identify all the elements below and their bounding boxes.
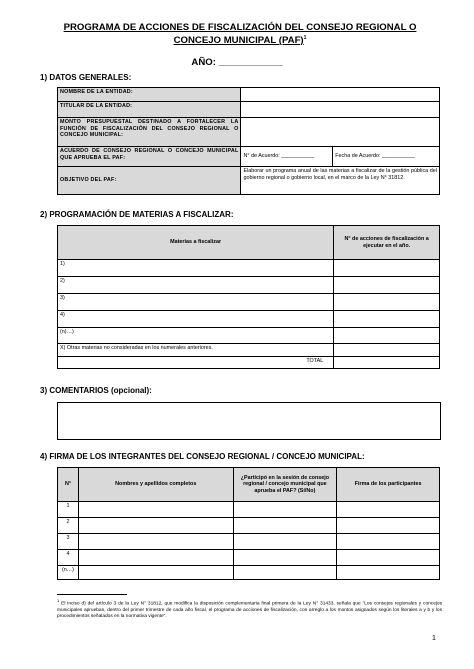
- topic-count-field[interactable]: [334, 311, 440, 328]
- table-row: [58, 566, 440, 580]
- topics-table: [57, 225, 440, 369]
- table-row: [58, 328, 440, 344]
- agreement-date-field[interactable]: Fecha de Acuerdo: ___________: [333, 147, 440, 167]
- participated-field[interactable]: [233, 518, 337, 534]
- table-row: [58, 118, 440, 147]
- agreement-label: ACUERDO DE CONSEJO REGIONAL O CONCEJO MUNICIPAL QUE APRUEBA EL PAF:: [58, 147, 241, 167]
- objective-label: OBJETIVO DEL PAF:: [58, 167, 241, 195]
- objective-text: Elaborar un programa anual de las materias a fiscalizar de la gestión pública del gobierno regional o gobierno local, en el marco de la Ley N° 31812.: [241, 167, 440, 195]
- row-number: 4: [58, 550, 79, 566]
- full-name-header: Nombres y apellidos completos: [78, 468, 233, 502]
- footnote-number: 1: [57, 598, 60, 603]
- comments-box[interactable]: [57, 402, 441, 440]
- table-row: [58, 550, 440, 566]
- table-row: [58, 147, 440, 167]
- participated-header: ¿Participó en la sesión de consejo regional / concejo municipal que aprueba el PAF? (Sí/No): [233, 468, 337, 502]
- signatures-table: [57, 467, 440, 580]
- name-field[interactable]: [78, 550, 233, 566]
- topic-item-label[interactable]: (n)…): [58, 328, 334, 344]
- table-row: [58, 357, 440, 369]
- row-number: (n…): [58, 566, 79, 580]
- table-row: [58, 518, 440, 534]
- document-title: [40, 22, 440, 46]
- name-field[interactable]: [78, 518, 233, 534]
- table-row: [58, 88, 440, 102]
- table-row: [58, 102, 440, 118]
- section3-heading: 3) COMENTARIOS (opcional):: [40, 386, 152, 395]
- topic-count-field[interactable]: [334, 260, 440, 277]
- title-line2: CONCEJO MUNICIPAL (PAF): [173, 35, 304, 47]
- topic-count-field[interactable]: [334, 294, 440, 311]
- title-line1: PROGRAMA DE ACCIONES DE FISCALIZACIÓN DEL CONSEJO REGIONAL O: [63, 22, 417, 33]
- signature-field[interactable]: [337, 502, 440, 518]
- topics-header: Materias a fiscalizar: [58, 226, 334, 260]
- number-header: N°: [58, 468, 79, 502]
- total-label: TOTAL: [58, 357, 334, 369]
- footnote: [57, 598, 442, 620]
- topic-item-label[interactable]: 3): [58, 294, 334, 311]
- year-label: AÑO: ____________: [191, 57, 283, 68]
- general-data-table: [57, 87, 440, 195]
- footnote-divider: [57, 594, 127, 595]
- section1-heading: 1) DATOS GENERALES:: [40, 73, 132, 82]
- name-field[interactable]: [78, 534, 233, 550]
- table-row: [58, 344, 440, 357]
- section4-heading: 4) FIRMA DE LOS INTEGRANTES DEL CONSEJO REGIONAL / CONCEJO MUNICIPAL:: [40, 452, 365, 461]
- entity-head-label: TITULAR DE LA ENTIDAD:: [58, 102, 241, 118]
- entity-name-label: NOMBRE DE LA ENTIDAD:: [58, 88, 241, 102]
- participated-field[interactable]: [233, 550, 337, 566]
- signature-field[interactable]: [337, 518, 440, 534]
- budget-field[interactable]: [241, 118, 440, 147]
- participated-field[interactable]: [233, 534, 337, 550]
- other-topics-count-field[interactable]: [334, 344, 440, 357]
- footnote-text: El inciso d) del artículo 3 de la Ley N° 31812, que modifica la disposición complementaria final primera de la Ley N° 31433, señala que "Los consejos regionales y concejos municipales aprueban, dentro del primer trimestre de cada año fiscal, el programa de acciones de fiscalización, con arreglo a los montos asignados según los literales a y b y los procedimientos señalados en la normativa vigente".: [57, 601, 442, 619]
- actions-count-header: N° de acciones de fiscalización a ejecutar en el año.: [334, 226, 440, 260]
- title-footnote-ref: 1: [303, 35, 307, 41]
- page-number: 1: [432, 635, 436, 642]
- participated-field[interactable]: [233, 502, 337, 518]
- total-field[interactable]: [334, 357, 440, 369]
- row-number: 1: [58, 502, 79, 518]
- section2-heading: 2) PROGRAMACIÓN DE MATERIAS A FISCALIZAR:: [40, 210, 234, 219]
- row-number: 2: [58, 518, 79, 534]
- budget-label: MONTO PRESUPUESTAL DESTINADO A FORTALECER LA FUNCIÓN DE FISCALIZACIÓN DEL CONSEJO REGIONAL O CONCEJO MUNICIPAL:: [58, 118, 241, 147]
- entity-name-field[interactable]: [241, 88, 440, 102]
- signature-field[interactable]: [337, 550, 440, 566]
- topic-count-field[interactable]: [334, 277, 440, 294]
- table-row: [58, 226, 440, 260]
- table-row: [58, 534, 440, 550]
- entity-head-field[interactable]: [241, 102, 440, 118]
- name-field[interactable]: [78, 566, 233, 580]
- table-row: [58, 311, 440, 328]
- table-row: [58, 260, 440, 277]
- table-row: [58, 167, 440, 195]
- agreement-number-field[interactable]: N° de Acuerdo: ___________: [241, 147, 333, 167]
- signature-field[interactable]: [337, 534, 440, 550]
- topic-item-label[interactable]: 2): [58, 277, 334, 294]
- participated-field[interactable]: [233, 566, 337, 580]
- row-number: 3: [58, 534, 79, 550]
- table-row: [58, 468, 440, 502]
- table-row: [58, 277, 440, 294]
- name-field[interactable]: [78, 502, 233, 518]
- signature-field[interactable]: [337, 566, 440, 580]
- other-topics-label[interactable]: X) Otras materias no consideradas en los numerales anteriores.: [58, 344, 334, 357]
- table-row: [58, 502, 440, 518]
- table-row: [58, 294, 440, 311]
- signature-header: Firma de los participantes: [337, 468, 440, 502]
- topic-count-field[interactable]: [334, 328, 440, 344]
- topic-item-label[interactable]: 1): [58, 260, 334, 277]
- topic-item-label[interactable]: 4): [58, 311, 334, 328]
